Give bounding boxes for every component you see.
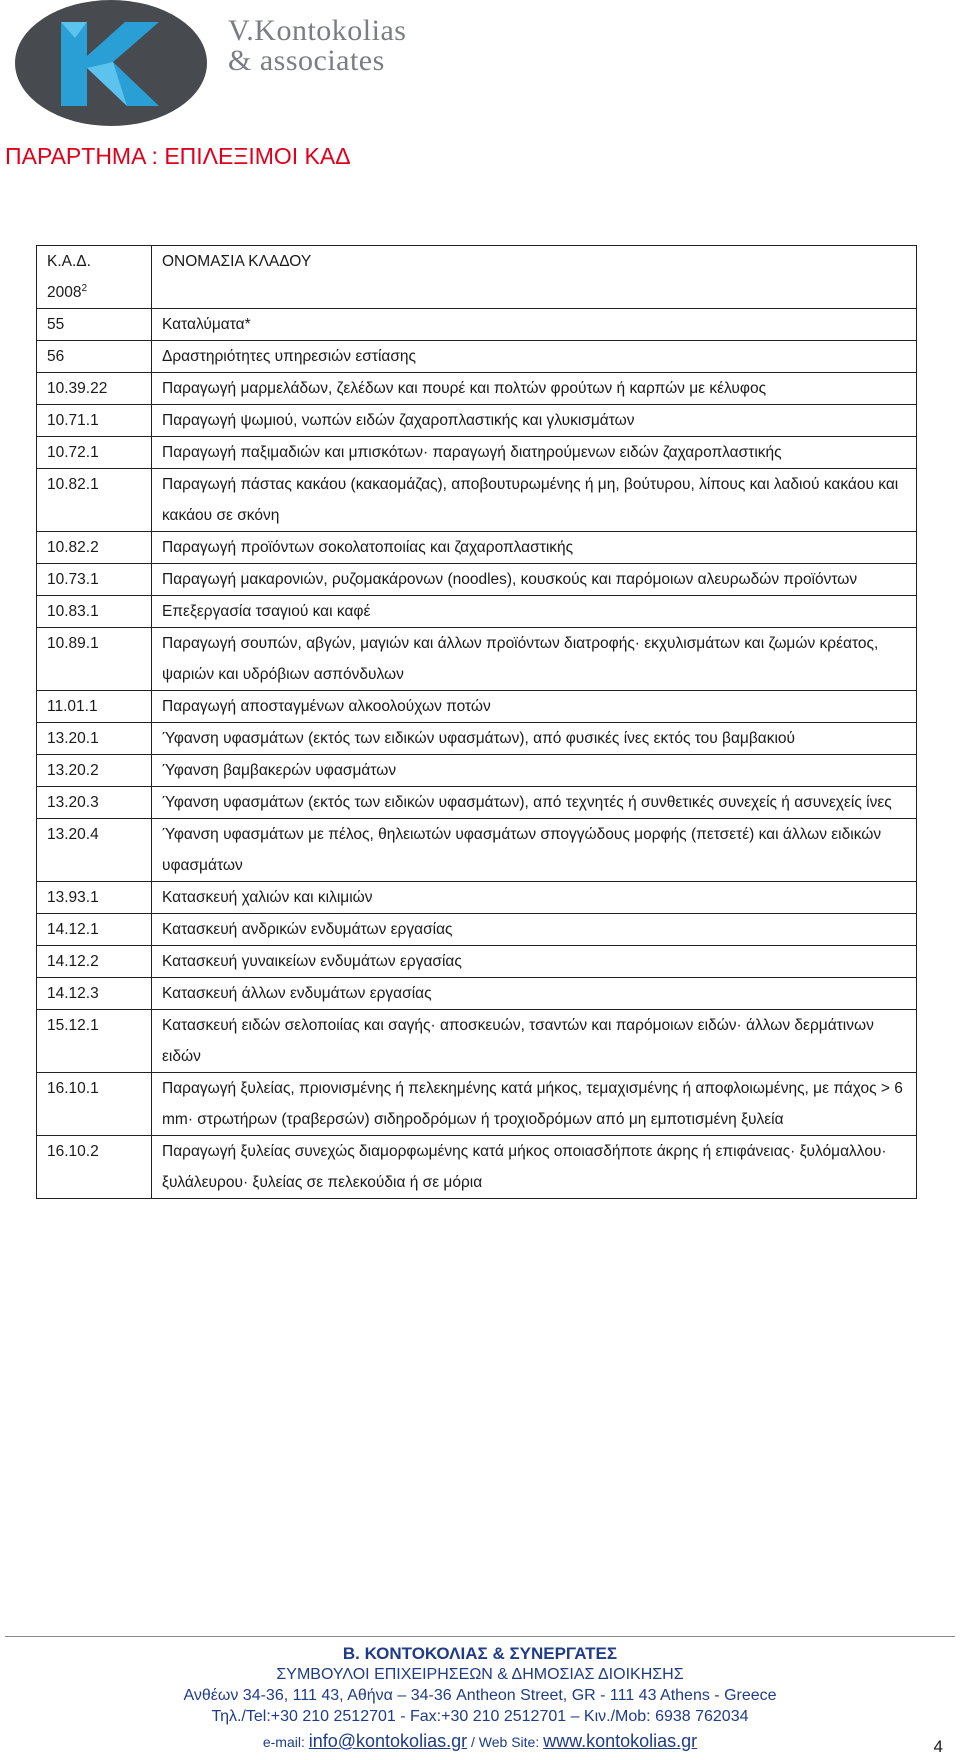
header-code-cell — [37, 246, 152, 309]
kad-code-cell: 10.82.1 — [37, 469, 152, 532]
website-link[interactable]: www.kontokolias.gr — [543, 1731, 698, 1751]
sector-name-cell: Παραγωγή ψωμιού, νωπών ειδών ζαχαροπλαστικής και γλυκισμάτων — [152, 405, 917, 437]
footnote-mark: 2 — [81, 282, 88, 294]
header-code-label: Κ.Α.Δ. — [47, 253, 91, 270]
table-row — [37, 978, 917, 1010]
table-row — [37, 691, 917, 723]
footer-company: Β. ΚΟΝΤΟΚΟΛΙΑΣ & ΣΥΝΕΡΓΑΤΕΣ — [342, 1644, 618, 1663]
sector-name-cell: Κατασκευή γυναικείων ενδυμάτων εργασίας — [152, 946, 917, 978]
table-row — [37, 1010, 917, 1073]
sector-name-cell: Ύφανση βαμβακερών υφασμάτων — [152, 755, 917, 787]
table-row — [37, 532, 917, 564]
table-row — [37, 755, 917, 787]
sector-name-cell: Κατασκευή ανδρικών ενδυμάτων εργασίας — [152, 914, 917, 946]
email-label: e-mail: — [262, 1734, 309, 1750]
sector-name-cell: Παραγωγή ξυλείας συνεχώς διαμορφωμένης κατά μήκος οποιασδήποτε άκρης ή επιφάνειας· ξυλόμαλλου· ξυλάλευρου· ξυλείας σε πελεκούδια ή σε μόρια — [152, 1136, 917, 1199]
kad-code-cell: 10.39.22 — [37, 373, 152, 405]
table-row — [37, 469, 917, 532]
kad-code-cell: 15.12.1 — [37, 1010, 152, 1073]
kad-code-cell: 14.12.2 — [37, 946, 152, 978]
table-row — [37, 341, 917, 373]
sector-name-cell: Παραγωγή αποσταγμένων αλκοολούχων ποτών — [152, 691, 917, 723]
firm-name-line1: V.Kontokolias — [228, 14, 407, 47]
sector-name-cell: Παραγωγή προϊόντων σοκολατοποιίας και ζαχαροπλαστικής — [152, 532, 917, 564]
kad-code-cell: 10.71.1 — [37, 405, 152, 437]
table-row — [37, 819, 917, 882]
table-header-row — [37, 246, 917, 309]
table-row — [37, 1136, 917, 1199]
footer-phones: Τηλ./Tel:+30 210 2512701 - Fax:+30 210 2512701 – Κιν./Mob: 6938 762034 — [211, 1708, 749, 1725]
sector-name-cell: Καταλύματα* — [152, 309, 917, 341]
footer — [0, 1644, 960, 1754]
sector-name-cell: Παραγωγή πάστας κακάου (κακαομάζας), αποβουτυρωμένης ή μη, βούτυρου, λίπους και λαδιού κακάου και κακάου σε σκόνη — [152, 469, 917, 532]
footer-subtitle: ΣΥΜΒΟΥΛΟΙ ΕΠΙΧΕΙΡΗΣΕΩΝ & ΔΗΜΟΣΙΑΣ ΔΙΟΙΚΗΣΗΣ — [276, 1666, 684, 1683]
table-row — [37, 309, 917, 341]
firm-name-line2: & associates — [228, 44, 385, 77]
kad-code-cell: 16.10.2 — [37, 1136, 152, 1199]
header-name-cell: ΟΝΟΜΑΣΙΑ ΚΛΑΔΟΥ — [152, 246, 917, 309]
kad-code-cell: 10.82.2 — [37, 532, 152, 564]
annex-title: ΠΑΡΑΡΤΗΜΑ : ΕΠΙΛΕΞΙΜΟΙ ΚΑΔ — [5, 143, 351, 169]
kad-code-cell: 16.10.1 — [37, 1073, 152, 1136]
table-row — [37, 437, 917, 469]
table-row — [37, 564, 917, 596]
table-row — [37, 373, 917, 405]
sector-name-cell: Κατασκευή χαλιών και κιλιμιών — [152, 882, 917, 914]
kad-code-cell: 13.93.1 — [37, 882, 152, 914]
sector-name-cell: Παραγωγή σουπών, αβγών, μαγιών και άλλων προϊόντων διατροφής· εκχυλισμάτων και ζωμών κρέατος, ψαριών και υδρόβιων ασπόνδυλων — [152, 628, 917, 691]
kad-code-cell: 10.72.1 — [37, 437, 152, 469]
sector-name-cell: Παραγωγή ξυλείας, πριονισμένης ή πελεκημένης κατά μήκος, τεμαχισμένης ή αποφλοιωμένης, με πάχος > 6 mm· στρωτήρων (τραβερσών) σιδηροδρόμων ή τροχιοδρόμων από μη εμποτισμένη ξυλεία — [152, 1073, 917, 1136]
table-row — [37, 596, 917, 628]
kad-code-cell: 56 — [37, 341, 152, 373]
sector-name-cell: Παραγωγή παξιμαδιών και μπισκότων· παραγωγή διατηρούμενων ειδών ζαχαροπλαστικής — [152, 437, 917, 469]
kad-code-cell: 10.73.1 — [37, 564, 152, 596]
sector-name-cell: Κατασκευή ειδών σελοποιίας και σαγής· αποσκευών, τσαντών και παρόμοιων ειδών· άλλων δερμάτινων ειδών — [152, 1010, 917, 1073]
table-row — [37, 946, 917, 978]
sector-name-cell: Δραστηριότητες υπηρεσιών εστίασης — [152, 341, 917, 373]
kad-code-cell: 13.20.3 — [37, 787, 152, 819]
email-link[interactable]: info@kontokolias.gr — [308, 1731, 468, 1751]
table-row — [37, 628, 917, 691]
kad-code-cell: 14.12.3 — [37, 978, 152, 1010]
sector-name-cell: Κατασκευή άλλων ενδυμάτων εργασίας — [152, 978, 917, 1010]
footer-address: Ανθέων 34-36, 111 43, Αθήνα – 34-36 Antheon Street, GR - 111 43 Athens - Greece — [183, 1687, 777, 1704]
logo-k-icon — [55, 16, 185, 112]
kad-code-cell: 10.83.1 — [37, 596, 152, 628]
kad-code-cell: 13.20.1 — [37, 723, 152, 755]
kad-code-cell: 11.01.1 — [37, 691, 152, 723]
kad-table — [36, 245, 917, 1199]
header-code-year: 2008 — [47, 284, 82, 301]
kad-code-cell: 10.89.1 — [37, 628, 152, 691]
sector-name-cell: Ύφανση υφασμάτων με πέλος, θηλειωτών υφασμάτων σπογγώδους μορφής (πετσετέ) και άλλων ειδικών υφασμάτων — [152, 819, 917, 882]
table-row — [37, 914, 917, 946]
table-row — [37, 787, 917, 819]
table-row — [37, 882, 917, 914]
footer-divider — [5, 1636, 955, 1637]
table-row — [37, 405, 917, 437]
sector-name-cell: Ύφανση υφασμάτων (εκτός των ειδικών υφασμάτων), από φυσικές ίνες εκτός του βαμβακιού — [152, 723, 917, 755]
page-number: 4 — [933, 1737, 943, 1756]
contact-separator: / — [467, 1734, 479, 1750]
kad-code-cell: 13.20.4 — [37, 819, 152, 882]
sector-name-cell: Ύφανση υφασμάτων (εκτός των ειδικών υφασμάτων), από τεχνητές ή συνθετικές συνεχείς ή ασυνεχείς ίνες — [152, 787, 917, 819]
sector-name-cell: Παραγωγή μακαρονιών, ρυζομακάρονων (noodles), κουσκούς και παρόμοιων αλευρωδών προϊόντων — [152, 564, 917, 596]
company-logo — [15, 0, 435, 128]
footer-contact — [0, 1729, 960, 1754]
kad-code-cell: 13.20.2 — [37, 755, 152, 787]
kad-code-cell: 55 — [37, 309, 152, 341]
sector-name-cell: Παραγωγή μαρμελάδων, ζελέδων και πουρέ και πολτών φρούτων ή καρπών με κέλυφος — [152, 373, 917, 405]
web-label: Web Site: — [478, 1734, 544, 1750]
table-row — [37, 1073, 917, 1136]
table-row — [37, 723, 917, 755]
sector-name-cell: Επεξεργασία τσαγιού και καφέ — [152, 596, 917, 628]
kad-code-cell: 14.12.1 — [37, 914, 152, 946]
